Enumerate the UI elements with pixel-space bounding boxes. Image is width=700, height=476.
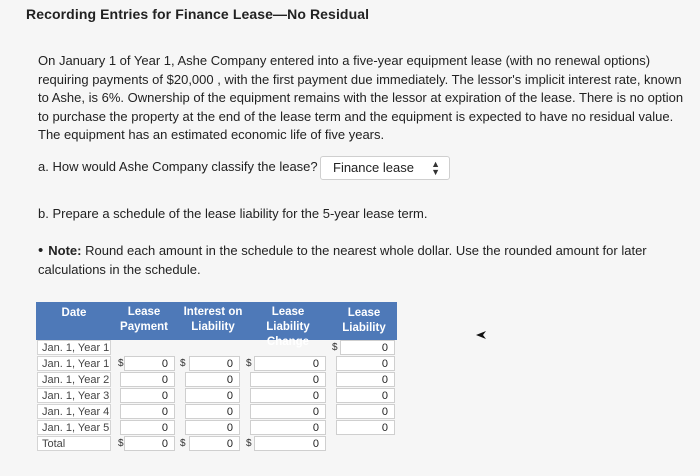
- note-text: Round each amount in the schedule to the nearest whole dollar. Use the rounded amount for later calculations in the schedule.: [38, 243, 647, 277]
- row-date: Jan. 1, Year 1: [37, 356, 111, 371]
- row-date: Jan. 1, Year 5: [37, 420, 111, 435]
- interest-input[interactable]: 0: [185, 404, 240, 419]
- note: [38, 242, 683, 279]
- bullet-icon: •: [38, 242, 44, 259]
- header-interest: Interest on Liability: [183, 306, 243, 333]
- interest-input[interactable]: 0: [189, 356, 240, 371]
- change-input[interactable]: 0: [250, 388, 326, 403]
- problem-description: On January 1 of Year 1, Ashe Company entered into a five-year equipment lease (with no renewal options) requiring payments of $20,000 , with the first payment due immediately. The lessor's implicit interest rate, known to Ashe, is 6%. Ownership of the equipment remains with the lessor at expiration of the lease. There is no option to purchase the property at the end of the lease term and the equipment is expected to have no residual value. The equipment has an estimated economic life of five years.: [38, 53, 684, 143]
- table-row: [36, 340, 397, 356]
- question-a: a. How would Ashe Company classify the lease?: [38, 159, 318, 174]
- currency-symbol: $: [180, 438, 186, 449]
- liability-input[interactable]: 0: [336, 356, 395, 371]
- page-title: Recording Entries for Finance Lease—No Residual: [26, 6, 370, 22]
- currency-symbol: $: [118, 438, 124, 449]
- note-label: Note:: [48, 243, 82, 258]
- row-date: Jan. 1, Year 1: [37, 340, 111, 355]
- payment-input[interactable]: 0: [120, 404, 175, 419]
- row-date: Jan. 1, Year 4: [37, 404, 111, 419]
- header-liability-change: Lease Liability Change: [266, 306, 310, 348]
- currency-symbol: $: [332, 342, 338, 353]
- select-value: Finance lease: [333, 160, 414, 175]
- row-date: Total: [37, 436, 111, 451]
- question-b: b. Prepare a schedule of the lease liability for the 5-year lease term.: [38, 206, 428, 221]
- liability-input[interactable]: 0: [336, 388, 395, 403]
- table-row: [36, 372, 397, 388]
- payment-input[interactable]: 0: [124, 436, 175, 451]
- lease-classification-select[interactable]: [320, 156, 450, 180]
- interest-input[interactable]: 0: [185, 388, 240, 403]
- payment-input[interactable]: 0: [120, 388, 175, 403]
- interest-input[interactable]: 0: [185, 420, 240, 435]
- header-date: Date: [61, 307, 87, 319]
- header-lease-payment: Lease Payment: [120, 306, 168, 333]
- schedule-rows: [36, 340, 397, 452]
- currency-symbol: $: [180, 358, 186, 369]
- change-input[interactable]: 0: [250, 372, 326, 387]
- payment-input[interactable]: 0: [124, 356, 175, 371]
- header-lease-liability: Lease Liability: [342, 307, 386, 334]
- interest-input[interactable]: 0: [189, 436, 240, 451]
- row-date: Jan. 1, Year 3: [37, 388, 111, 403]
- table-row: [36, 420, 397, 436]
- row-date: Jan. 1, Year 2: [37, 372, 111, 387]
- chevron-updown-icon: ▲ ▼: [431, 159, 440, 177]
- liability-input[interactable]: 0: [336, 372, 395, 387]
- payment-input[interactable]: 0: [120, 420, 175, 435]
- liability-input[interactable]: 0: [336, 404, 395, 419]
- liability-input[interactable]: 0: [340, 340, 395, 355]
- change-input[interactable]: 0: [250, 404, 326, 419]
- table-row: [36, 404, 397, 420]
- table-row: [36, 388, 397, 404]
- table-row: [36, 356, 397, 372]
- currency-symbol: $: [246, 438, 252, 449]
- interest-input[interactable]: 0: [185, 372, 240, 387]
- payment-input[interactable]: 0: [120, 372, 175, 387]
- change-input[interactable]: 0: [254, 436, 326, 451]
- change-input[interactable]: 0: [250, 420, 326, 435]
- change-input[interactable]: 0: [254, 356, 326, 371]
- liability-input[interactable]: 0: [336, 420, 395, 435]
- currency-symbol: $: [118, 358, 124, 369]
- table-row: [36, 436, 397, 452]
- currency-symbol: $: [246, 358, 252, 369]
- cursor-icon: [476, 330, 486, 340]
